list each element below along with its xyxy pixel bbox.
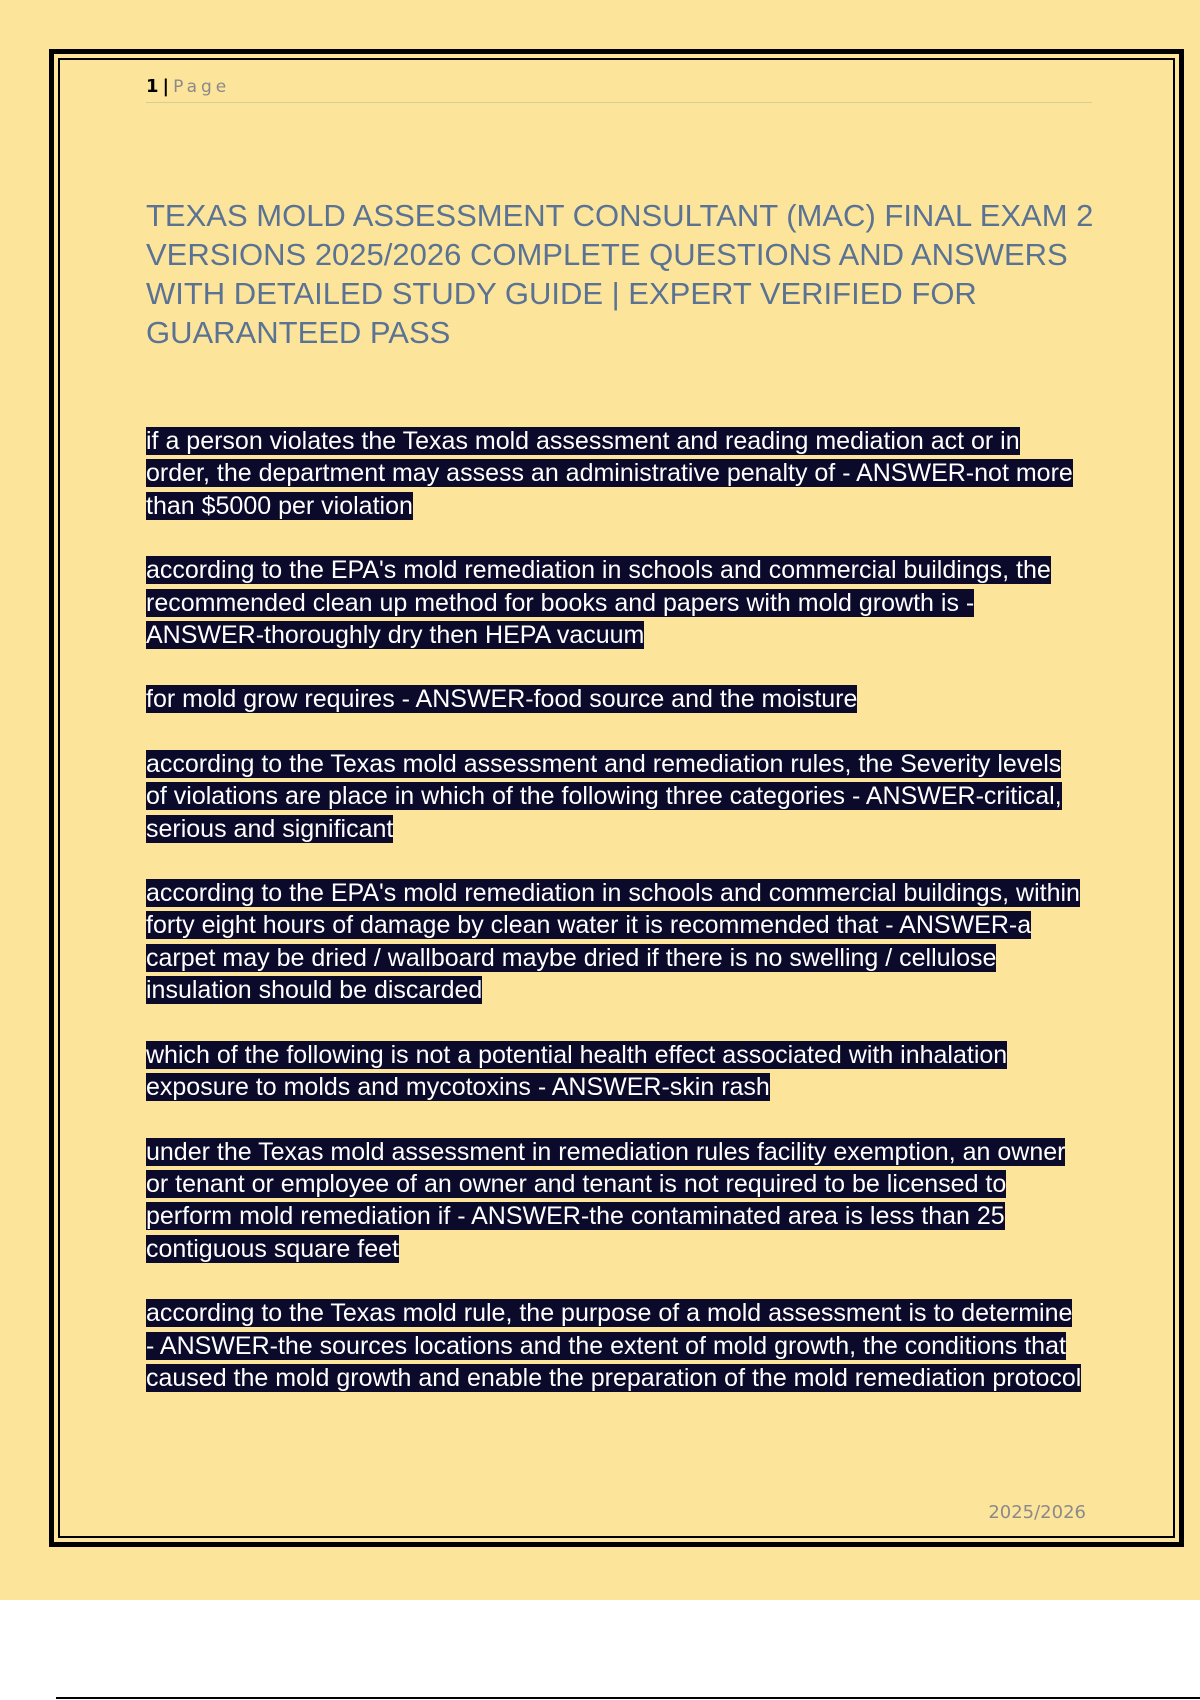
qa-item xyxy=(146,877,1086,1007)
document-title: TEXAS MOLD ASSESSMENT CONSULTANT (MAC) FINAL EXAM 2 VERSIONS 2025/2026 COMPLETE QUESTIONS AND ANSWERS WITH DETAILED STUDY GUIDE | EXPERT VERIFIED FOR GUARANTEED PASS xyxy=(146,198,1094,350)
qa-item xyxy=(146,1039,1086,1104)
qa-text: according to the EPA's mold remediation in schools and commercial buildings, within forty eight hours of damage by clean water it is recommended that - ANSWER-a carpet may be dried / wallboard maybe dried if there is no swelling / cellulose insulation should be discarded xyxy=(146,879,1080,1005)
qa-text: for mold grow requires - ANSWER-food source and the moisture xyxy=(146,685,858,714)
qa-item xyxy=(146,1297,1086,1394)
qa-text: according to the Texas mold rule, the purpose of a mold assessment is to determine - ANSWER-the sources locations and the extent of mold growth, the conditions that caused the mold growth and enable the preparation of the mold remediation protocol xyxy=(146,1299,1082,1392)
qa-item xyxy=(146,1136,1086,1266)
qa-text: if a person violates the Texas mold assessment and reading mediation act or in order, the department may assess an administrative penalty of - ANSWER-not more than $5000 per violation xyxy=(146,427,1073,520)
qa-text: under the Texas mold assessment in remediation rules facility exemption, an owner or tenant or employee of an owner and tenant is not required to be licensed to perform mold remediation if - ANSWER-the contaminated area is less than 25 contiguous square feet xyxy=(146,1137,1066,1263)
next-page-rule xyxy=(56,1697,1200,1699)
qa-list xyxy=(146,425,1086,1426)
page-label: Page xyxy=(173,77,231,97)
qa-text: according to the EPA's mold remediation in schools and commercial buildings, the recommended clean up method for books and papers with mold growth is - ANSWER-thoroughly dry then HEPA vacuum xyxy=(146,556,1051,650)
qa-text: according to the Texas mold assessment and remediation rules, the Severity levels of violations are place in which of the following three categories - ANSWER-critical, serious and significant xyxy=(146,749,1062,843)
page-header xyxy=(146,72,1092,103)
page-separator: | xyxy=(162,76,170,97)
qa-item xyxy=(146,554,1086,651)
footer-year: 2025/2026 xyxy=(988,1502,1086,1523)
qa-text: which of the following is not a potential health effect associated with inhalation exposure to molds and mycotoxins - ANSWER-skin rash xyxy=(146,1040,1008,1102)
qa-item xyxy=(146,425,1086,522)
qa-item xyxy=(146,683,1086,715)
page-number: 1 xyxy=(146,76,159,97)
qa-item xyxy=(146,748,1086,845)
